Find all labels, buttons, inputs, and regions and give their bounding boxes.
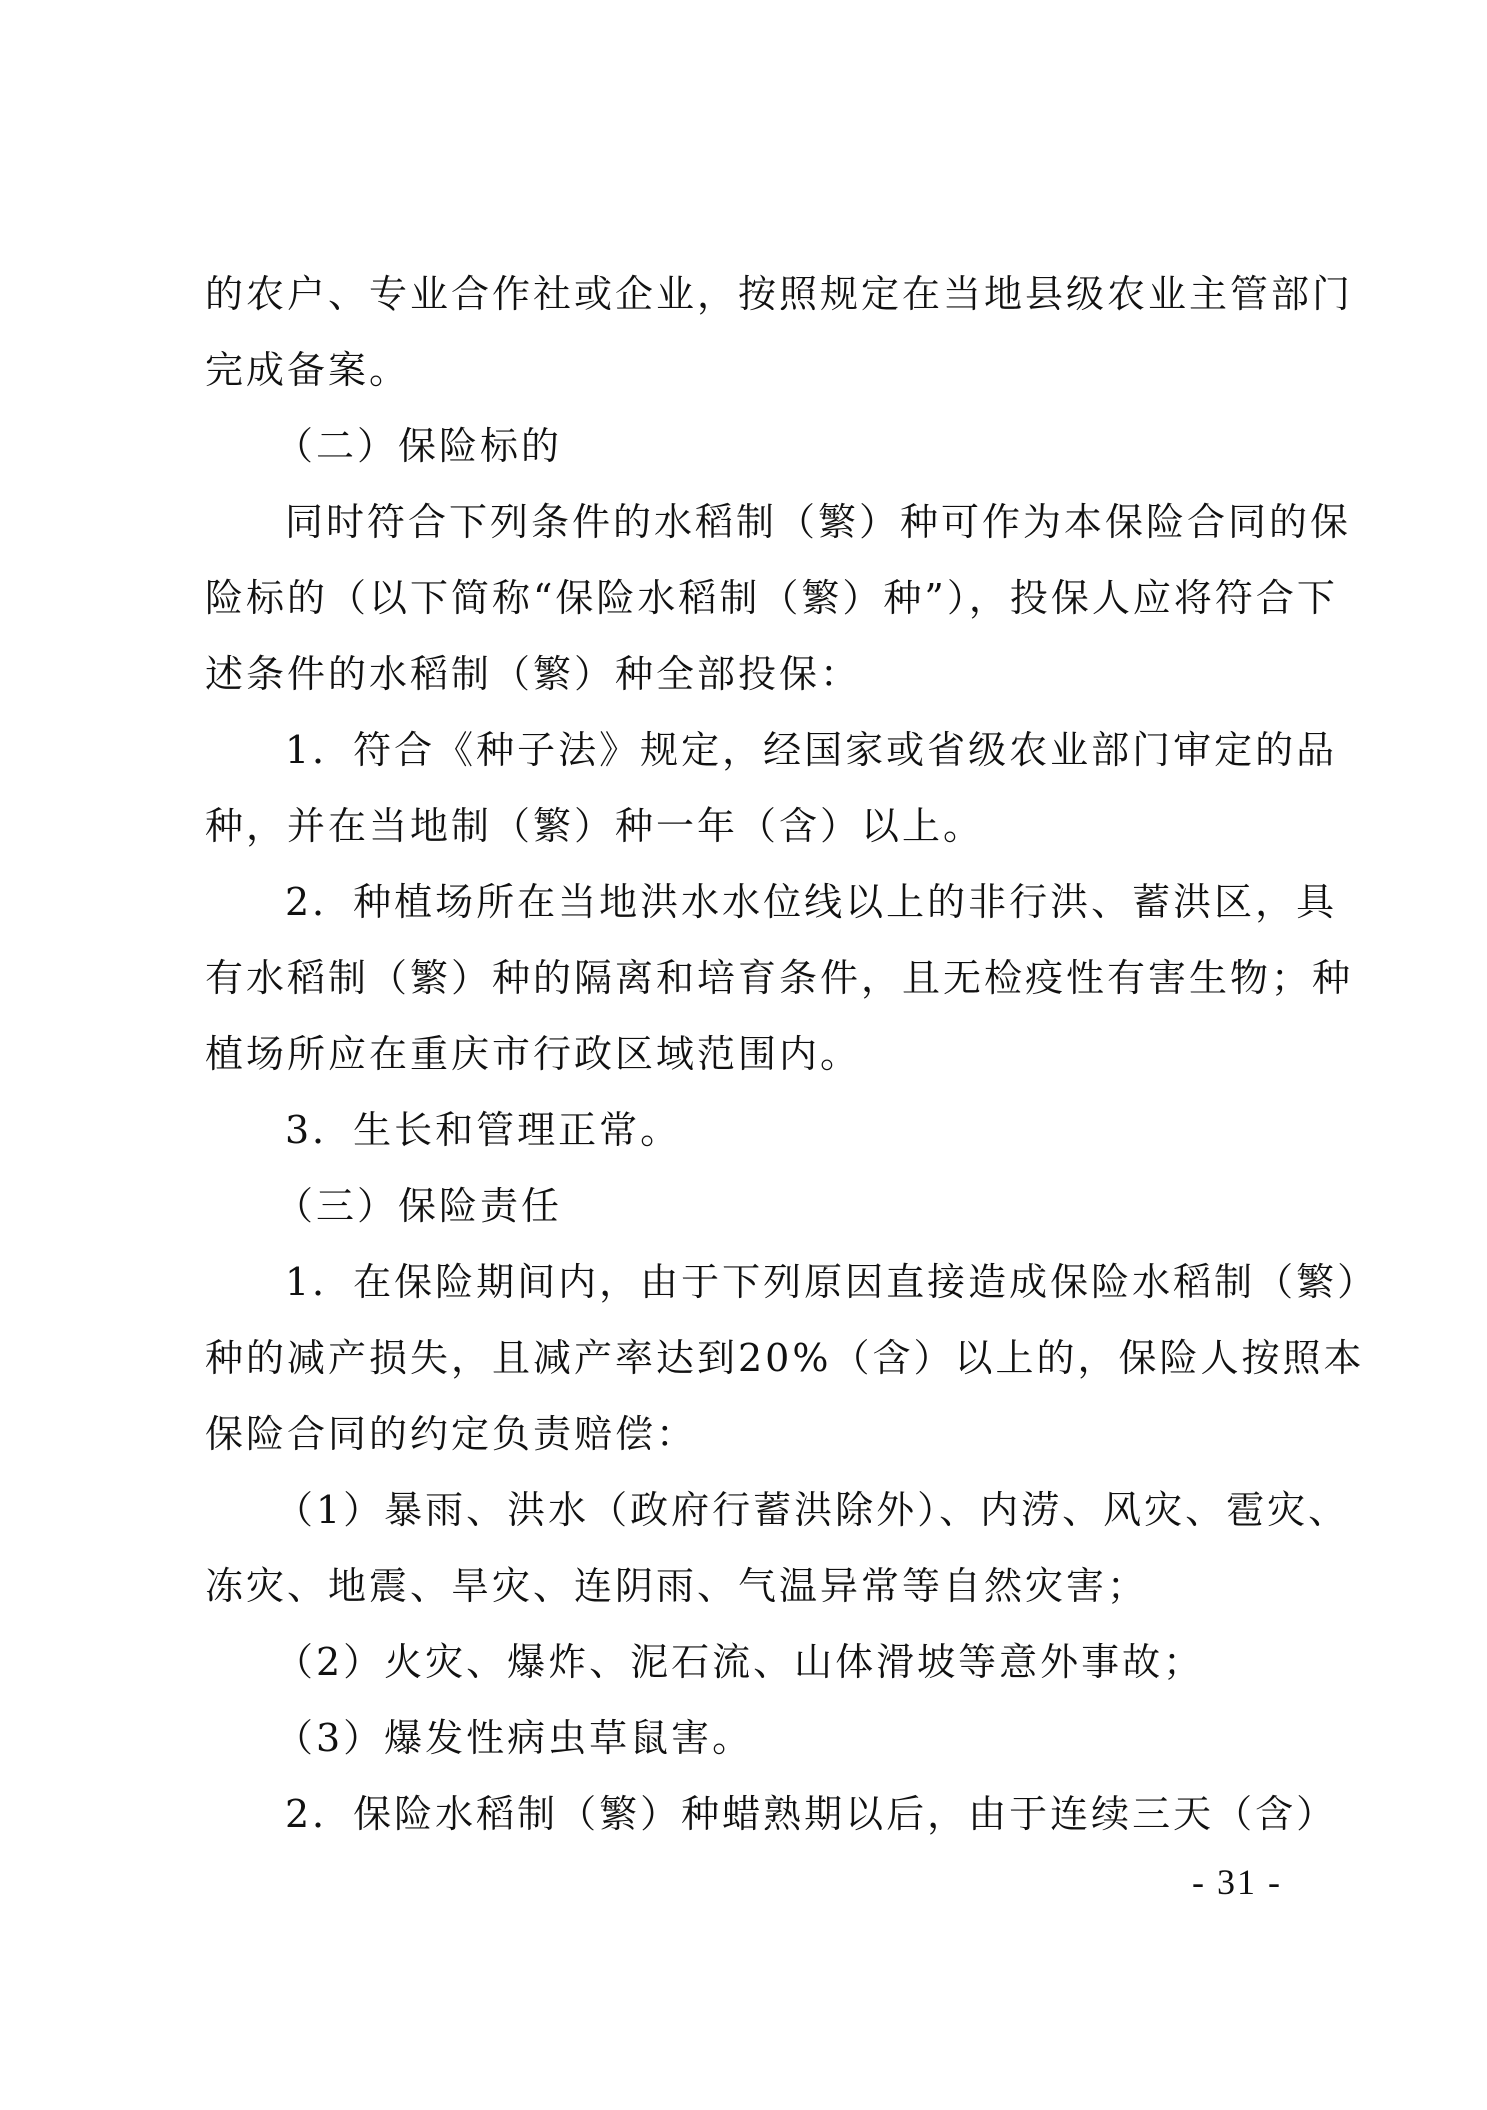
section-heading: （三）保险责任 <box>275 1184 563 1228</box>
text-line: （1）暴雨、洪水（政府行蓄洪除外）、内涝、风灾、雹灾、 <box>275 1488 1350 1532</box>
text-line: 冻灾、地震、旱灾、连阴雨、气温异常等自然灾害； <box>205 1564 1149 1608</box>
text-line: 3．生长和管理正常。 <box>285 1108 682 1152</box>
text-line: 述条件的水稻制（繁）种全部投保： <box>205 652 862 696</box>
text-line: 2．种植场所在当地洪水水位线以上的非行洪、蓄洪区，具 <box>285 880 1338 924</box>
text-line: 有水稻制（繁）种的隔离和培育条件，且无检疫性有害生物；种 <box>205 956 1354 1000</box>
text-line: 完成备案。 <box>205 348 411 392</box>
section-heading: （二）保险标的 <box>275 424 563 468</box>
text-line: （2）火灾、爆炸、泥石流、山体滑坡等意外事故； <box>275 1640 1205 1684</box>
page-number: - 31 - <box>1192 1862 1282 1902</box>
text-line: 2．保险水稻制（繁）种蜡熟期以后，由于连续三天（含） <box>285 1792 1338 1836</box>
text-line: 险标的（以下简称“保险水稻制（繁）种”），投保人应将符合下 <box>205 576 1338 620</box>
text-line: （3）爆发性病虫草鼠害。 <box>275 1716 754 1760</box>
text-line: 种的减产损失，且减产率达到20%（含）以上的，保险人按照本 <box>205 1336 1365 1380</box>
text-line: 保险合同的约定负责赔偿： <box>205 1412 698 1456</box>
text-line: 植场所应在重庆市行政区域范围内。 <box>205 1032 862 1076</box>
text-line: 1．符合《种子法》规定，经国家或省级农业部门审定的品 <box>285 728 1338 772</box>
text-line: 种，并在当地制（繁）种一年（含）以上。 <box>205 804 985 848</box>
text-line: 同时符合下列条件的水稻制（繁）种可作为本保险合同的保 <box>285 500 1352 544</box>
text-line: 1．在保险期间内，由于下列原因直接造成保险水稻制（繁） <box>285 1260 1379 1304</box>
text-line: 的农户、专业合作社或企业，按照规定在当地县级农业主管部门 <box>205 272 1354 316</box>
